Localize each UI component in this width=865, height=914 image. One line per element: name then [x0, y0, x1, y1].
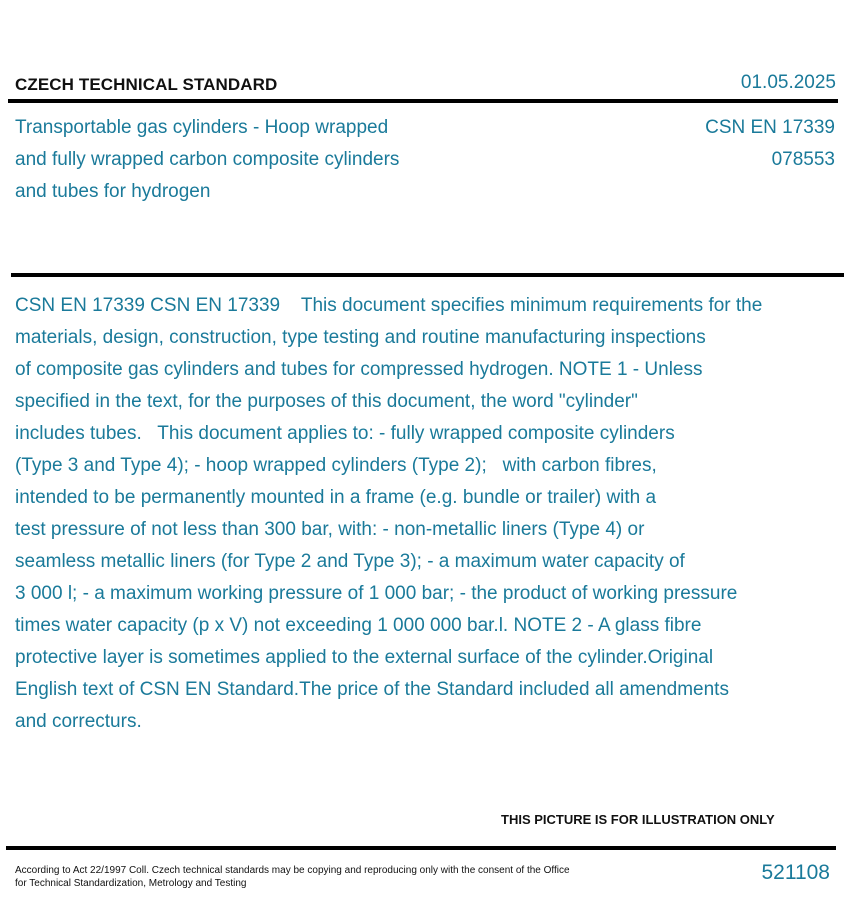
description-line: includes tubes. This document applies to: - fully wrapped composite cylinders — [15, 423, 675, 444]
description-line: materials, design, construction, type testing and routine manufacturing inspections — [15, 327, 706, 348]
description-line: 3 000 l; - a maximum working pressure of 1 000 bar; - the product of working pressure — [15, 583, 738, 604]
title-divider — [11, 273, 844, 277]
standard-code: CSN EN 17339 — [705, 117, 835, 138]
description-line: intended to be permanently mounted in a frame (e.g. bundle or trailer) with a — [15, 487, 657, 508]
description-line: protective layer is sometimes applied to the external surface of the cylinder.Original — [15, 647, 714, 668]
standard-title-line-1: Transportable gas cylinders - Hoop wrapped — [15, 117, 389, 138]
footer-legal-note — [15, 864, 570, 890]
description-line: CSN EN 17339 CSN EN 17339 This document specifies minimum requirements for the — [15, 295, 763, 316]
footer-divider — [6, 846, 836, 850]
description-line: seamless metallic liners (for Type 2 and Type 3); - a maximum water capacity of — [15, 551, 685, 572]
footer-legal-line: According to Act 22/1997 Coll. Czech technical standards may be copying and reproducing only with the consent of the Office — [15, 865, 570, 876]
standard-number: 078553 — [771, 149, 835, 170]
description-line: times water capacity (p x V) not exceeding 1 000 000 bar.l. NOTE 2 - A glass fibre — [15, 615, 702, 636]
standard-title-line-2: and fully wrapped carbon composite cylinders — [15, 149, 400, 170]
standard-title-line-3: and tubes for hydrogen — [15, 181, 211, 202]
description-line: of composite gas cylinders and tubes for compressed hydrogen. NOTE 1 - Unless — [15, 359, 703, 380]
description-line: specified in the text, for the purposes of this document, the word "cylinder" — [15, 391, 638, 412]
description-line: (Type 3 and Type 4); - hoop wrapped cylinders (Type 2); with carbon fibres, — [15, 455, 657, 476]
footer-legal-line: for Technical Standardization, Metrology and Testing — [15, 878, 247, 889]
description-line: and correcturs. — [15, 711, 142, 732]
description-line: English text of CSN EN Standard.The price of the Standard included all amendments — [15, 679, 729, 700]
illustration-note: THIS PICTURE IS FOR ILLUSTRATION ONLY — [501, 812, 775, 827]
standard-description — [15, 290, 865, 738]
header-title: CZECH TECHNICAL STANDARD — [15, 75, 278, 94]
header-divider — [8, 99, 838, 103]
footer-code: 521108 — [761, 861, 830, 884]
description-line: test pressure of not less than 300 bar, with: - non-metallic liners (Type 4) or — [15, 519, 645, 540]
header-date: 01.05.2025 — [740, 72, 836, 93]
